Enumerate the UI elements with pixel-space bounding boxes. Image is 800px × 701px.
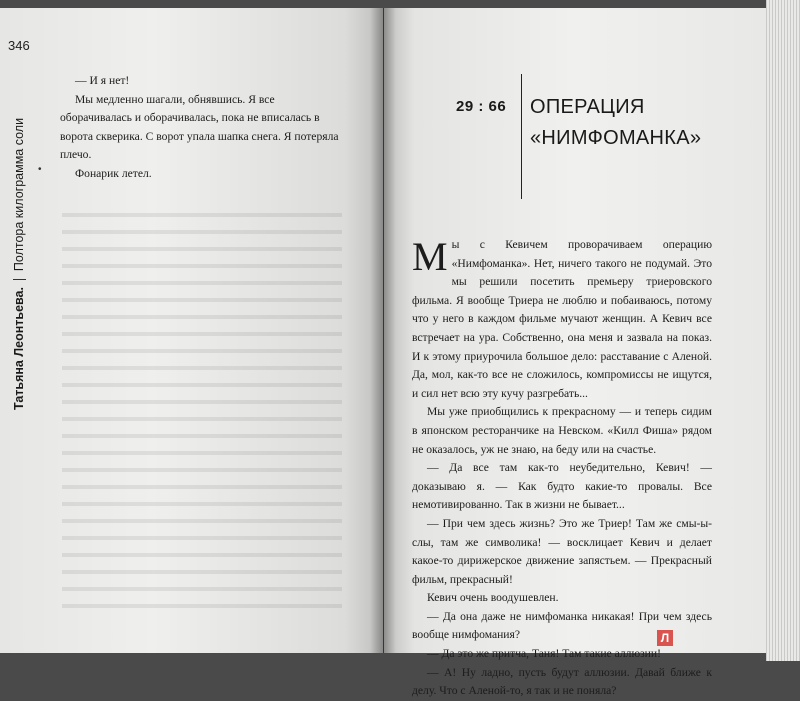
running-header-title: Полтора килограмма соли <box>12 117 26 272</box>
drop-cap: М <box>412 234 448 279</box>
paragraph: — Да это же притча, Таня! Там такие аллюзии! <box>427 647 661 661</box>
chapter-title <box>530 92 730 154</box>
paragraph <box>412 236 712 403</box>
page-edges <box>766 0 800 661</box>
left-page-text <box>60 72 340 183</box>
chapter-number: 29 : 66 <box>456 98 507 115</box>
paragraph: Мы медленно шагали, обнявшись. Я все оборачивалась и оборачивалась, пока не вписалась в ворота скверика. С ворот упала шапка снега. Я потеряла плечо. <box>60 92 339 161</box>
chapter-divider <box>521 74 522 199</box>
running-header-author: Татьяна Леонтьева. <box>12 287 26 410</box>
running-header <box>12 118 26 410</box>
page-number: 346 <box>8 38 30 53</box>
paragraph: Фонарик летел. <box>75 166 152 180</box>
chapter-title-text: ОПЕРАЦИЯ «НИМФОМАНКА» <box>530 96 702 149</box>
paragraph: — И я нет! <box>75 74 130 87</box>
running-header-rule <box>13 279 26 280</box>
paragraph-text: ы с Кевичем проворачиваем операцию «Нимфоманка». Нет, ничего такого не подумай. Это мы решили посетить премьеру триеровского фильма. Я вообще Триера не люблю и побаиваюсь, потому что у него в каждом фильме мучают женщин. А Кевич все встречает на ура. Собственно, она меня и зазвала на показ. И к этому приурочила большое дело: расставание с Аленой. Да, мол, как-то все не сложилось, компромиссы не ищутся, и сил нет всю эту кучу разгребать... <box>412 238 712 400</box>
paragraph: — При чем здесь жизнь? Это же Триер! Там же смы-ы-слы, там же символика! — восклицает Кевич и делает какое-то дирижерское движение запястьем. — Прекрасный фильм, прекрасный! <box>412 516 712 586</box>
paragraph: — Да она даже не нимфоманка никакая! При чем здесь вообще нимфомания? <box>412 609 712 642</box>
paragraph: — Да все там как-то неубедительно, Кевич! — доказываю я. — Как будто какие-то провалы. Все немотивированно. Так в жизни не бывает... <box>412 461 712 512</box>
paragraph: Мы уже приобщились к прекрасному — и теперь сидим в японском ресторанчике на Невском. «Килл Фиша» рядом не оказалось, уж не знаю, на беду или на счастье. <box>412 405 712 456</box>
publisher-logo-icon: Л <box>657 630 673 646</box>
show-through-text <box>62 200 342 620</box>
paragraph: — А! Ну ладно, пусть будут аллюзии. Давай ближе к делу. Что с Аленой-то, я так и не поняла? <box>412 665 712 698</box>
margin-marker: • <box>38 164 42 175</box>
paragraph: Кевич очень воодушевлен. <box>427 591 559 605</box>
